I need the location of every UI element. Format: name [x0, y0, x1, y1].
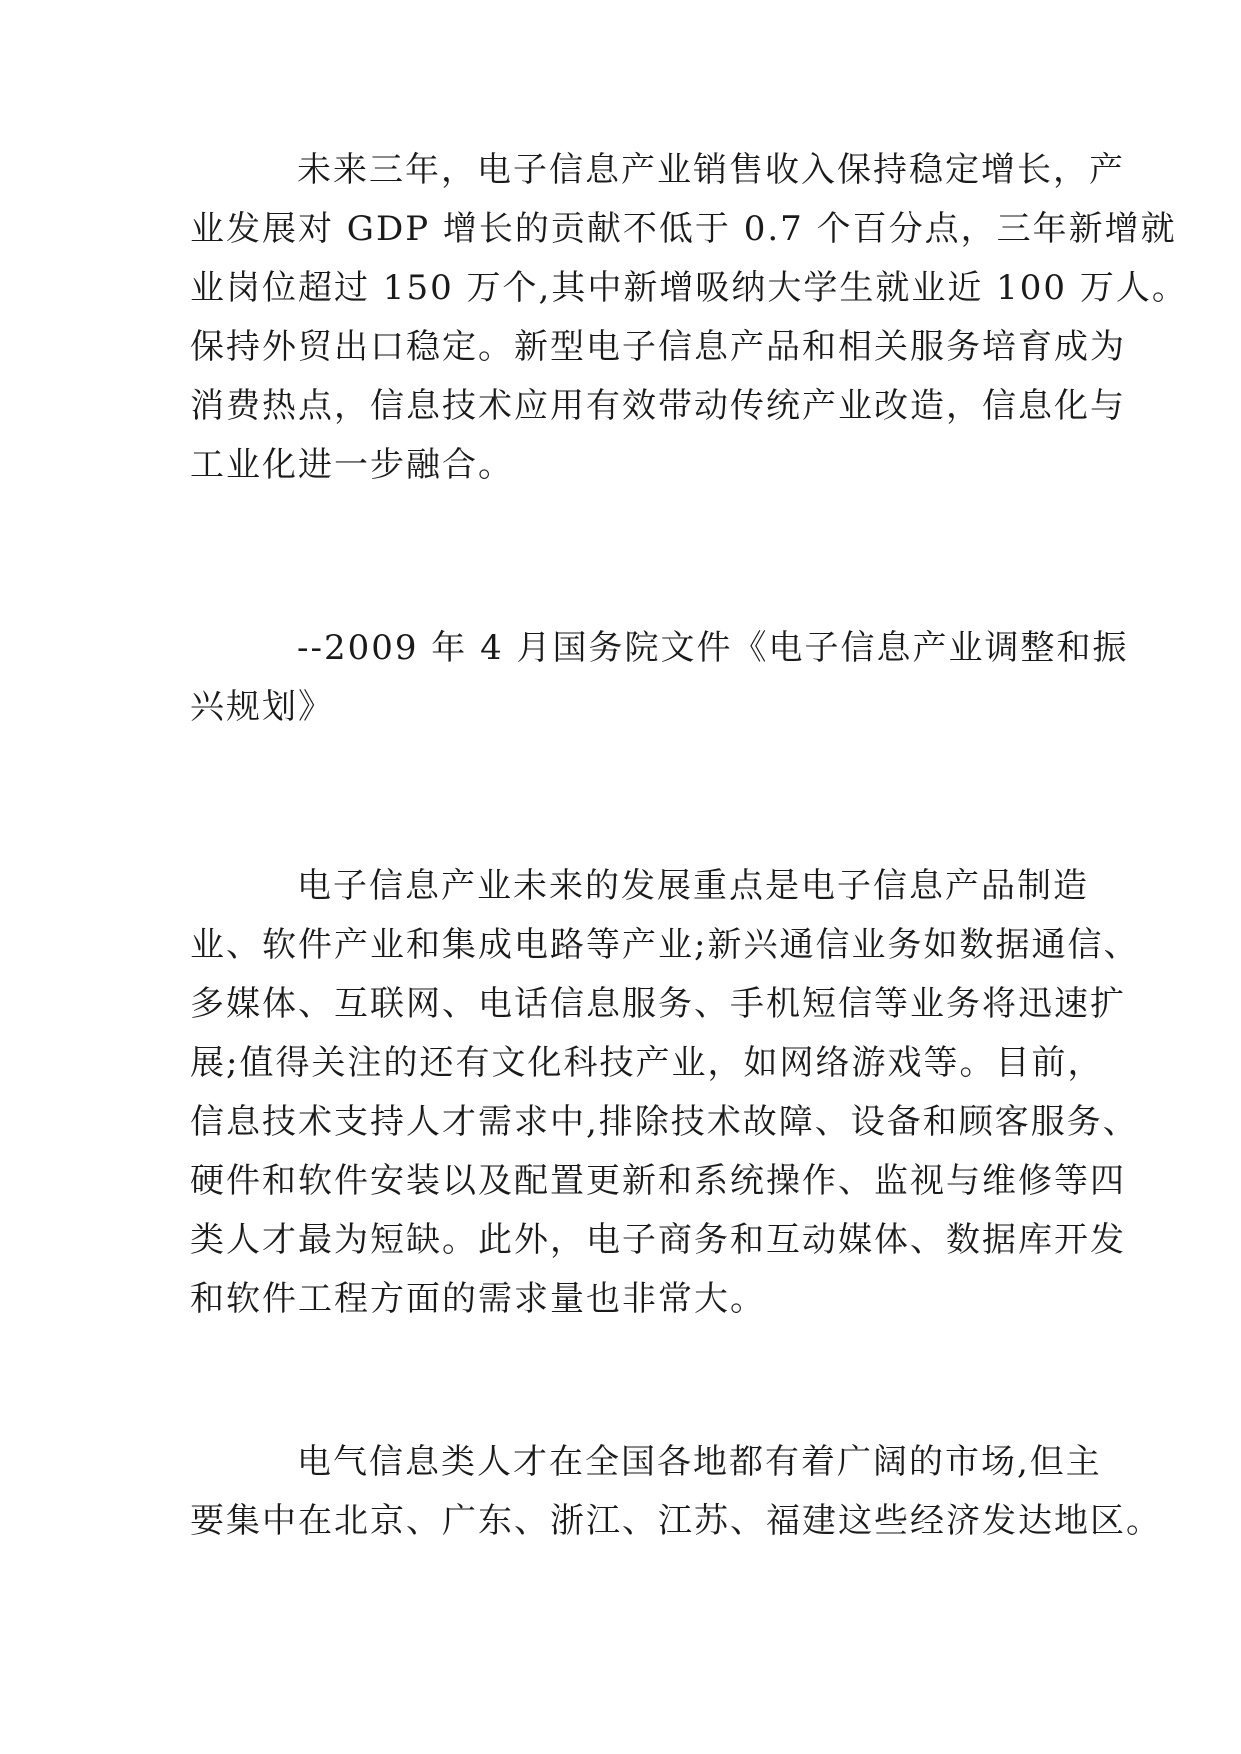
text-line: 类人才最为短缺。此外，电子商务和互动媒体、数据库开发	[190, 1220, 1126, 1260]
text-line: 业、软件产业和集成电路等产业;新兴通信业务如数据通信、	[190, 925, 1140, 965]
text-line: --2009 年 4 月国务院文件《电子信息产业调整和振	[297, 628, 1129, 668]
text-line: 多媒体、互联网、电话信息服务、手机短信等业务将迅速扩	[190, 984, 1126, 1024]
text-line: 消费热点，信息技术应用有效带动传统产业改造，信息化与	[190, 386, 1126, 426]
text-line: 硬件和软件安装以及配置更新和系统操作、监视与维修等四	[190, 1161, 1126, 1201]
text-line: 和软件工程方面的需求量也非常大。	[190, 1279, 766, 1319]
text-line: 电子信息产业未来的发展重点是电子信息产品制造	[297, 866, 1089, 906]
text-line: 电气信息类人才在全国各地都有着广阔的市场,但主	[297, 1442, 1102, 1482]
text-line: 兴规划》	[190, 687, 334, 727]
text-line: 业发展对 GDP 增长的贡献不低于 0.7 个百分点，三年新增就	[190, 209, 1177, 249]
text-line: 工业化进一步融合。	[190, 445, 514, 485]
text-line: 保持外贸出口稳定。新型电子信息产品和相关服务培育成为	[190, 327, 1126, 367]
text-line: 展;值得关注的还有文化科技产业，如网络游戏等。目前，	[190, 1043, 1104, 1083]
text-line: 业岗位超过 150 万个,其中新增吸纳大学生就业近 100 万人。	[190, 268, 1188, 308]
text-line: 信息技术支持人才需求中,排除技术故障、设备和顾客服务、	[190, 1102, 1139, 1142]
text-line: 要集中在北京、广东、浙江、江苏、福建这些经济发达地区。	[190, 1501, 1162, 1541]
text-line: 未来三年，电子信息产业销售收入保持稳定增长，产	[297, 150, 1125, 190]
